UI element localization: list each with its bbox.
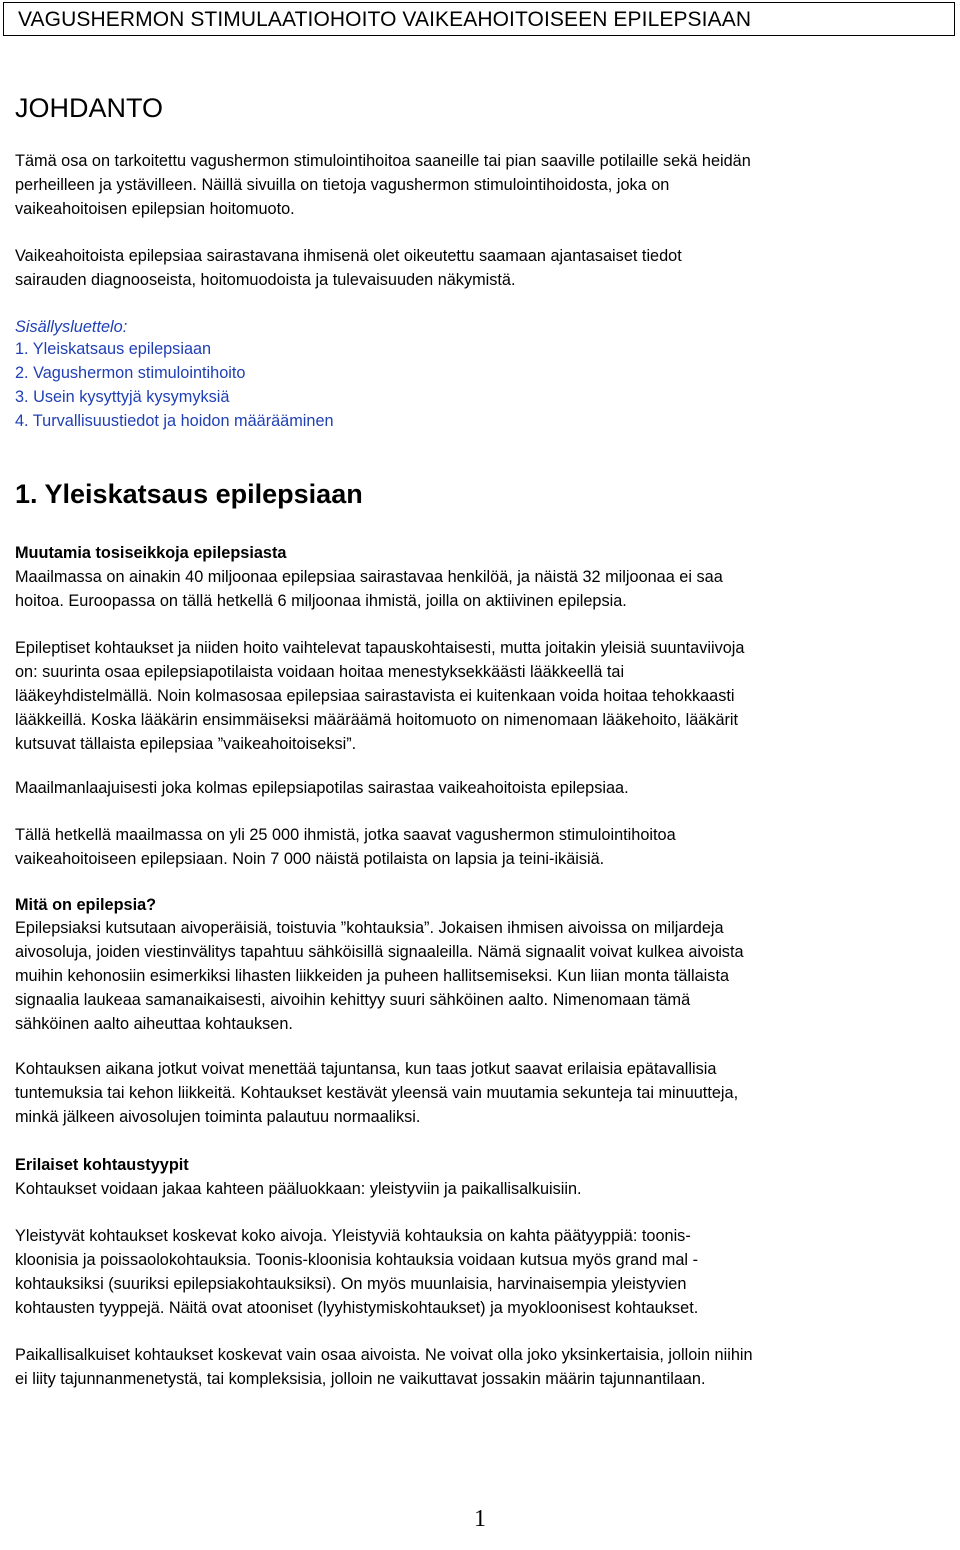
title-box (3, 2, 955, 36)
generalized-seizures-paragraph (15, 1224, 950, 1320)
seizures-paragraph (15, 636, 950, 756)
facts-heading: Muutamia tosiseikkoja epilepsiasta (15, 544, 287, 562)
toc-item-safety[interactable]: 4. Turvallisuustiedot ja hoidon määrääminen (15, 412, 334, 430)
facts-paragraph (15, 565, 950, 613)
text-line: kohtausten tyyppejä. Näitä ovat atooniset (lyyhistymiskohtaukset) ja myokloonisest kohtaukset. (15, 1299, 699, 1317)
table-of-contents (15, 337, 334, 433)
seizure-types-heading: Erilaiset kohtaustyypit (15, 1156, 189, 1174)
text-line: kutsuvat tällaista epilepsiaa ”vaikeahoitoiseksi”. (15, 735, 357, 753)
intro-heading: JOHDANTO (15, 93, 164, 123)
during-seizure-paragraph (15, 1057, 950, 1129)
document-title: VAGUSHERMON STIMULAATIOHOITO VAIKEAHOITOISEEN EPILEPSIAAN (18, 8, 752, 31)
text-line: Paikallisalkuiset kohtaukset koskevat vain osaa aivoista. Ne voivat olla joko yksinkertaisia, jolloin niihin (15, 1346, 753, 1364)
text-line: sairauden diagnooseista, hoitomuodoista ja tulevaisuuden näkymistä. (15, 271, 516, 289)
worldwide-paragraph (15, 776, 950, 800)
text-line: vaikeahoitoisen epilepsian hoitomuoto. (15, 200, 295, 218)
text-line: kloonisia ja poissaolokohtauksia. Toonis-kloonisia kohtauksia voidaan kutsua myös grand mal - (15, 1251, 698, 1269)
text-line: lääkeyhdistelmällä. Noin kolmasosaa epilepsiaa sairastavista ei kuitenkaan voida hoitaa tehokkaasti (15, 687, 735, 705)
text-line: aivosoluja, joiden viestinvälitys tapahtuu sähköisillä signaaleilla. Nämä signaalit voivat kulkea aivoista (15, 943, 744, 961)
toc-label: Sisällysluettelo: (15, 318, 128, 336)
what-is-epilepsy-paragraph (15, 916, 950, 1036)
section1-heading: 1. Yleiskatsaus epilepsiaan (15, 479, 363, 509)
intro-paragraph-2 (15, 244, 950, 292)
vns-paragraph (15, 823, 950, 871)
text-line: ei liity tajunnanmenetystä, tai kompleksisia, jolloin ne vaikuttavat jossakin määrin tajunnantilaan. (15, 1370, 706, 1388)
toc-item-overview[interactable]: 1. Yleiskatsaus epilepsiaan (15, 340, 212, 358)
what-is-epilepsy-heading: Mitä on epilepsia? (15, 896, 157, 914)
text-line: signaalia laukeaa samanaikaisesti, aivoihin kehittyy suuri sähköinen aalto. Nimenomaan tämä (15, 991, 691, 1009)
text-line: Kohtaukset voidaan jakaa kahteen pääluokkaan: yleistyviin ja paikallisalkuisiin. (15, 1180, 582, 1198)
text-line: tuntemuksia tai kehon liikkeitä. Kohtaukset kestävät yleensä vain muutamia sekunteja tai minuutteja, (15, 1084, 739, 1102)
text-line: Vaikeahoitoista epilepsiaa sairastavana ihmisenä olet oikeutettu saamaan ajantasaiset tiedot (15, 247, 682, 265)
text-line: Maailmassa on ainakin 40 miljoonaa epilepsiaa sairastavaa henkilöä, ja näistä 32 miljoonaa ei saa (15, 568, 723, 586)
partial-seizures-paragraph (15, 1343, 950, 1391)
intro-paragraph-1 (15, 149, 950, 221)
text-line: on: suurinta osaa epilepsiapotilaista voidaan hoitaa menestyksekkäästi lääkkeellä tai (15, 663, 625, 681)
text-line: kohtauksiksi (suuriksi epilepsiakohtauksiksi). On myös muunlaisia, harvinaisempia yleistyvien (15, 1275, 687, 1293)
text-line: perheilleen ja ystävilleen. Näillä sivuilla on tietoja vagushermon stimulointihoidosta, joka on (15, 176, 670, 194)
toc-item-faq[interactable]: 3. Usein kysyttyjä kysymyksiä (15, 388, 230, 406)
text-line: Epileptiset kohtaukset ja niiden hoito vaihtelevat tapauskohtaisesti, mutta joitakin yleisiä suuntaviivoja (15, 639, 745, 657)
text-line: hoitoa. Euroopassa on tällä hetkellä 6 miljoonaa ihmistä, joilla on aktiivinen epilepsia. (15, 592, 627, 610)
text-line: Maailmanlaajuisesti joka kolmas epilepsiapotilas sairastaa vaikeahoitoista epilepsiaa. (15, 779, 629, 797)
text-line: minkä jälkeen aivosolujen toiminta palautuu normaaliksi. (15, 1108, 421, 1126)
toc-item-vns[interactable]: 2. Vagushermon stimulointihoito (15, 364, 246, 382)
text-line: vaikeahoitoiseen epilepsiaan. Noin 7 000 näistä potilaista on lapsia ja teini-ikäisiä. (15, 850, 605, 868)
page-number: 1 (474, 1506, 486, 1532)
text-line: lääkkeillä. Koska lääkärin ensimmäiseksi määräämä hoitomuoto on nimenomaan lääkehoito, lääkärit (15, 711, 739, 729)
text-line: Tällä hetkellä maailmassa on yli 25 000 ihmistä, jotka saavat vagushermon stimulointihoitoa (15, 826, 676, 844)
text-line: muihin kehonosiin esimerkiksi lihasten liikkeiden ja puheen hallitsemiseksi. Kun liian monta tällaista (15, 967, 730, 985)
text-line: Yleistyvät kohtaukset koskevat koko aivoja. Yleistyviä kohtauksia on kahta päätyyppiä: toonis- (15, 1227, 691, 1245)
seizure-types-paragraph (15, 1177, 950, 1201)
text-line: sähköinen aalto aiheuttaa kohtauksen. (15, 1015, 293, 1033)
text-line: Tämä osa on tarkoitettu vagushermon stimulointihoitoa saaneille tai pian saaville potilaille sekä heidän (15, 152, 751, 170)
text-line: Kohtauksen aikana jotkut voivat menettää tajuntansa, kun taas jotkut saavat erilaisia epätavallisia (15, 1060, 717, 1078)
text-line: Epilepsiaksi kutsutaan aivoperäisiä, toistuvia ”kohtauksia”. Jokaisen ihmisen aivoissa on miljardeja (15, 919, 724, 937)
